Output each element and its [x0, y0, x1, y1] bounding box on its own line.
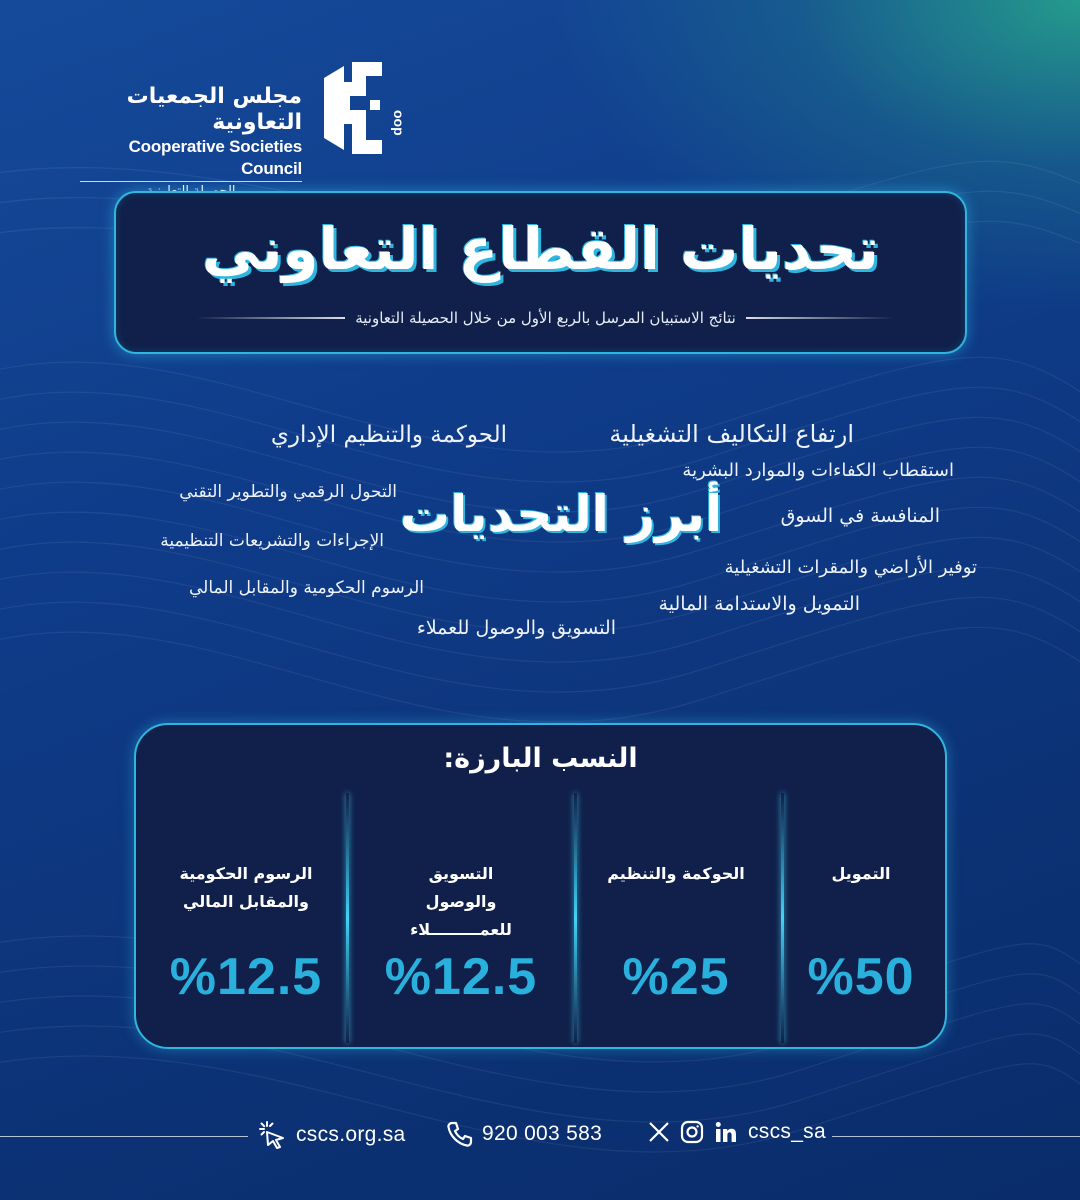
- stats-title: النسب البارزة:: [443, 743, 638, 774]
- logo-mark-text: oop: [391, 110, 407, 136]
- title-panel: [114, 191, 967, 354]
- cloud-word: الحوكمة والتنظيم الإداري: [270, 422, 507, 448]
- instagram-icon[interactable]: [680, 1120, 704, 1144]
- cloud-word: الرسوم الحكومية والمقابل المالي: [188, 578, 424, 598]
- logo-name-ar: مجلس الجمعيات التعاونية: [126, 84, 302, 135]
- footer: [0, 1118, 1080, 1154]
- stat-marketing: [356, 825, 566, 1025]
- subtitle-line-left: [196, 317, 345, 319]
- stat-label: التسويق والوصول للعمـــــــــلاء: [410, 864, 512, 939]
- logo-name-en: Cooperative Societies Council: [128, 137, 302, 178]
- x-icon[interactable]: [648, 1121, 670, 1143]
- footer-phone[interactable]: [446, 1120, 602, 1148]
- phone-text: 920 003 583: [482, 1122, 603, 1145]
- stat-value: %25: [622, 948, 730, 1006]
- subtitle-line-right: [746, 317, 895, 319]
- stat-financing: [776, 825, 946, 1025]
- logo-text: [80, 84, 302, 201]
- cloud-word: التحول الرقمي والتطوير التقني: [179, 482, 397, 502]
- stat-fees: [146, 825, 346, 1025]
- subtitle-row: [196, 309, 895, 327]
- footer-social: [648, 1120, 826, 1144]
- footer-line-right: [832, 1136, 1080, 1137]
- stat-label: الحوكمة والتنظيم: [607, 864, 745, 883]
- cloud-word: استقطاب الكفاءات والموارد البشرية: [682, 460, 954, 481]
- stat-label: الرسوم الحكومية والمقابل المالي: [179, 864, 313, 911]
- cloud-word: توفير الأراضي والمقرات التشغيلية: [724, 557, 977, 578]
- stat-value: %50: [807, 948, 915, 1006]
- council-logo: [80, 60, 410, 178]
- phone-icon: [446, 1120, 474, 1148]
- stat-divider: [346, 793, 349, 1043]
- page-title: تحديات القطاع التعاوني: [202, 215, 879, 283]
- page-subtitle: نتائج الاستبيان المرسل بالربع الأول من خلال الحصيلة التعاونية: [355, 309, 736, 327]
- stats-panel: [134, 723, 947, 1049]
- linkedin-icon[interactable]: [714, 1120, 738, 1144]
- stat-divider: [781, 793, 784, 1043]
- cloud-word: ارتفاع التكاليف التشغيلية: [609, 420, 854, 448]
- stat-value: %12.5: [384, 948, 538, 1006]
- cloud-word: الإجراءات والتشريعات التنظيمية: [160, 531, 384, 551]
- logo-mark-icon: [322, 60, 410, 156]
- word-cloud-center: أبرز التحديات: [399, 485, 723, 543]
- stat-label: التمويل: [831, 864, 891, 883]
- footer-line-left: [0, 1136, 248, 1137]
- stat-value: %12.5: [169, 948, 323, 1006]
- footer-website[interactable]: [258, 1120, 406, 1150]
- stat-governance: [576, 825, 776, 1025]
- click-icon: [258, 1120, 288, 1150]
- stat-divider: [574, 793, 577, 1043]
- cloud-word: التمويل والاستدامة المالية: [658, 593, 860, 615]
- social-handle-text: cscs_sa: [748, 1120, 826, 1143]
- website-text: cscs.org.sa: [296, 1123, 406, 1146]
- cloud-word: المنافسة في السوق: [780, 505, 940, 527]
- cloud-word: التسويق والوصول للعملاء: [416, 617, 616, 639]
